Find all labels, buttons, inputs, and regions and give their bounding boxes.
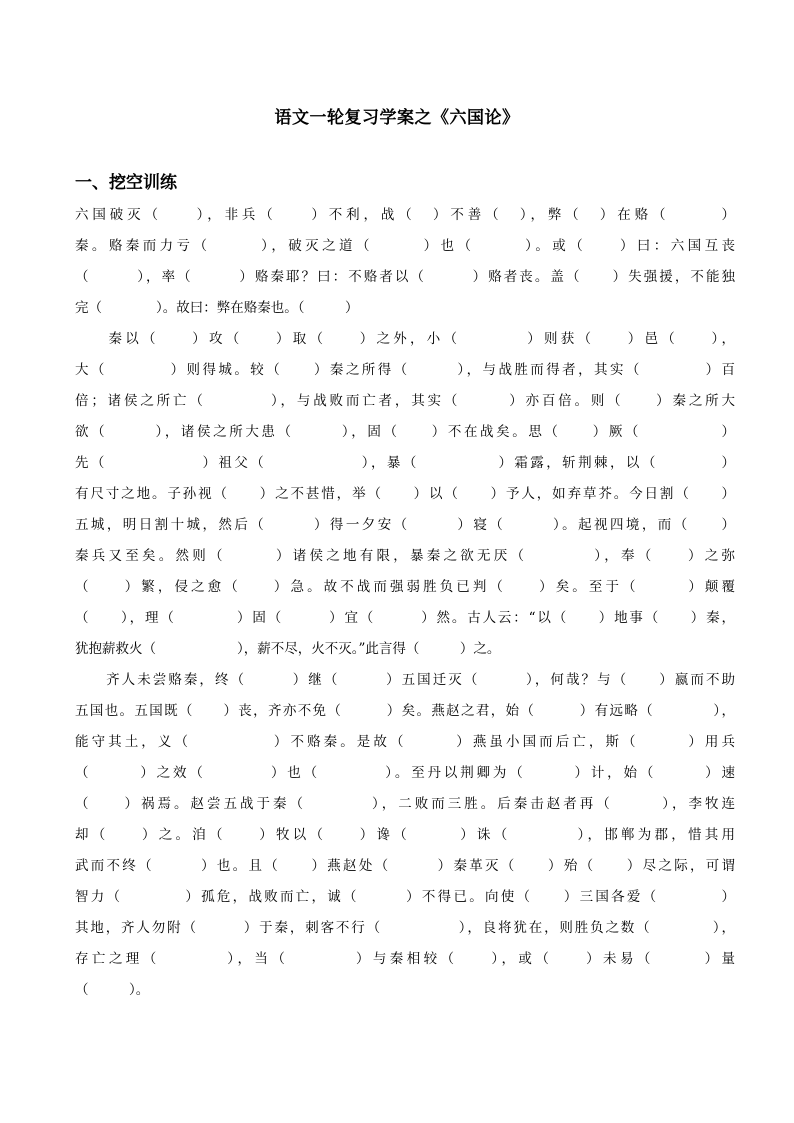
text-line: （ ）。: [75, 982, 150, 998]
text-line: （ ）繁，侵之愈（ ）急。故不战而强弱胜负已判（ ）矣。至于（ ）颠覆: [75, 579, 735, 595]
document-title: 语文一轮复习学案之《六国论》: [274, 108, 520, 128]
text-line: 其地，齐人勿附（ ）于秦，刺客不行（ ），良将犹在，则胜负之数（ ），: [75, 920, 735, 936]
text-line: 完（ ）。故曰：弊在赂秦也。（ ）: [75, 300, 359, 316]
text-line: 欲（ ），诸侯之所大患（ ），固（ ）不在战矣。思（ ）厥（ ）: [75, 424, 735, 440]
text-line: 六国破灭（ ），非兵（ ）不利，战（ ）不善（ ），弊（ ）在赂（ ）: [75, 207, 735, 223]
text-line: （ ）祸焉。赵尝五战于秦（ ），二败而三胜。后秦击赵者再（ ），李牧连: [75, 796, 735, 812]
text-line: 秦。赂秦而力亏（ ），破灭之道（ ）也（ ）。或（ ）曰：六国互丧: [75, 238, 735, 254]
text-line: 武而不终（ ）也。且（ ）燕赵处（ ）秦革灭（ ）殆（ ）尽之际，可谓: [75, 858, 735, 874]
text-line: 有尺寸之地。子孙视（ ）之不甚惜，举（ ）以（ ）予人，如弃草芥。今日割（ ）: [75, 486, 735, 502]
section-heading: 一、挖空训练: [75, 173, 177, 193]
text-line: 五城，明日割十城，然后（ ）得一夕安（ ）寝（ ）。起视四境，而（ ）: [75, 517, 735, 533]
text-line: 五国也。五国既（ ）丧，齐亦不免（ ）矣。燕赵之君，始（ ）有远略（ ），: [75, 703, 735, 719]
text-line: 先（ ）祖父（ ），暴（ ）霜露，斩荆棘，以（ ）: [75, 455, 735, 471]
text-line: 大（ ）则得城。较（ ）秦之所得（ ），与战胜而得者，其实（ ）百: [75, 362, 735, 378]
text-line: 秦以（ ）攻（ ）取（ ）之外，小（ ）则获（ ）邑（ ），: [75, 331, 735, 347]
text-line: 智力（ ）孤危，战败而亡，诚（ ）不得已。向使（ ）三国各爱（ ）: [75, 889, 735, 905]
text-line: 犹抱薪救火（ ），薪不尽，火不灭。”此言得（ ）之。: [75, 641, 501, 657]
text-line: （ ）之效（ ）也（ ）。至丹以荆卿为（ ）计，始（ ）速: [75, 765, 735, 781]
text-line: 能守其土，义（ ）不赂秦。是故（ ）燕虽小国而后亡，斯（ ）用兵: [75, 734, 735, 750]
text-line: （ ），理（ ）固（ ）宜（ ）然。古人云：“以（ ）地事（ ）秦，: [75, 610, 735, 626]
text-line: 却（ ）之。洎（ ）牧以（ ）谗（ ）诛（ ），邯郸为郡，惜其用: [75, 827, 735, 843]
text-line: （ ），率（ ）赂秦耶？曰：不赂者以（ ）赂者丧。盖（ ）失强援，不能独: [75, 269, 735, 285]
text-line: 秦兵又至矣。然则（ ）诸侯之地有限，暴秦之欲无厌（ ），奉（ ）之弥: [75, 548, 735, 564]
text-line: 存亡之理（ ），当（ ）与秦相较（ ），或（ ）未易（ ）量: [75, 951, 735, 967]
exercise-body: [75, 203, 735, 1009]
text-line: 倍；诸侯之所亡（ ），与战败而亡者，其实（ ）亦百倍。则（ ）秦之所大: [75, 393, 735, 409]
text-line: 齐人未尝赂秦，终（ ）继（ ）五国迁灭（ ），何哉？与（ ）嬴而不助: [75, 672, 735, 688]
